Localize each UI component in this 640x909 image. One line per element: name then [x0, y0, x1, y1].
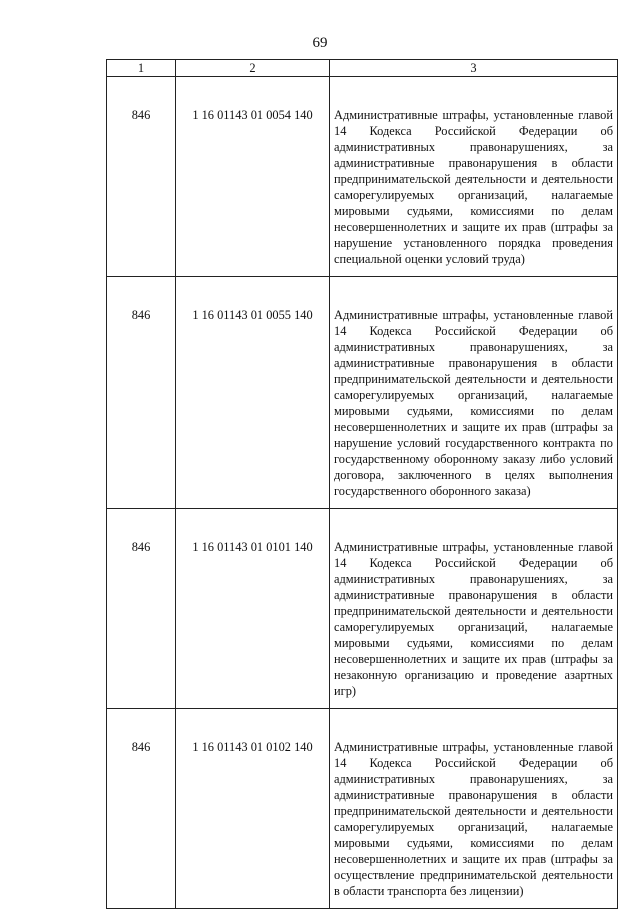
page-number: 69 — [312, 35, 328, 51]
kbk-code-cell: 1 16 01143 01 0054 140 — [176, 77, 330, 277]
table-row — [107, 709, 618, 909]
description-cell — [330, 77, 618, 277]
table-header-row — [107, 60, 618, 77]
description-text: Административные штрафы, установленные главой 14 Кодекса Российской Федерации об административных правонарушениях, за административные правонарушения в области предпринимательской деятельности и деятельности саморегулируемых организаций, налагаемые мировыми судьями, комиссиями по делам несовершеннолетних и защите их прав (штрафы за незаконную организацию и проведение азартных игр) — [334, 540, 613, 698]
admin-code-cell: 846 — [107, 277, 176, 509]
column-header-1: 1 — [107, 60, 176, 77]
column-header-2: 2 — [176, 60, 330, 77]
kbk-code-cell: 1 16 01143 01 0055 140 — [176, 277, 330, 509]
description-text: Административные штрафы, установленные главой 14 Кодекса Российской Федерации об административных правонарушениях, за административные правонарушения в области предпринимательской деятельности и деятельности саморегулируемых организаций, налагаемые мировыми судьями, комиссиями по делам несовершеннолетних и защите их прав (штрафы за нарушение установленного порядка проведения специальной оценки условий труда) — [334, 108, 613, 266]
admin-code-cell: 846 — [107, 509, 176, 709]
budget-codes-table — [106, 59, 618, 909]
kbk-code-cell: 1 16 01143 01 0102 140 — [176, 709, 330, 909]
description-cell — [330, 277, 618, 509]
description-text: Административные штрафы, установленные главой 14 Кодекса Российской Федерации об административных правонарушениях, за административные правонарушения в области предпринимательской деятельности и деятельности саморегулируемых организаций, налагаемые мировыми судьями, комиссиями по делам несовершеннолетних и защите их прав (штрафы за нарушение условий государственного контракта по государственному оборонному заказу либо условий договора, заключенного в целях выполнения государственного оборонного заказа) — [334, 308, 613, 498]
description-cell — [330, 509, 618, 709]
table-row — [107, 509, 618, 709]
admin-code-cell: 846 — [107, 77, 176, 277]
table-row — [107, 77, 618, 277]
admin-code-cell: 846 — [107, 709, 176, 909]
description-cell — [330, 709, 618, 909]
description-text: Административные штрафы, установленные главой 14 Кодекса Российской Федерации об административных правонарушениях, за административные правонарушения в области предпринимательской деятельности и деятельности саморегулируемых организаций, налагаемые мировыми судьями, комиссиями по делам несовершеннолетних и защите их прав (штрафы за осуществление предпринимательской деятельности в области транспорта без лицензии) — [334, 740, 613, 898]
table-row — [107, 277, 618, 509]
column-header-3: 3 — [330, 60, 618, 77]
kbk-code-cell: 1 16 01143 01 0101 140 — [176, 509, 330, 709]
